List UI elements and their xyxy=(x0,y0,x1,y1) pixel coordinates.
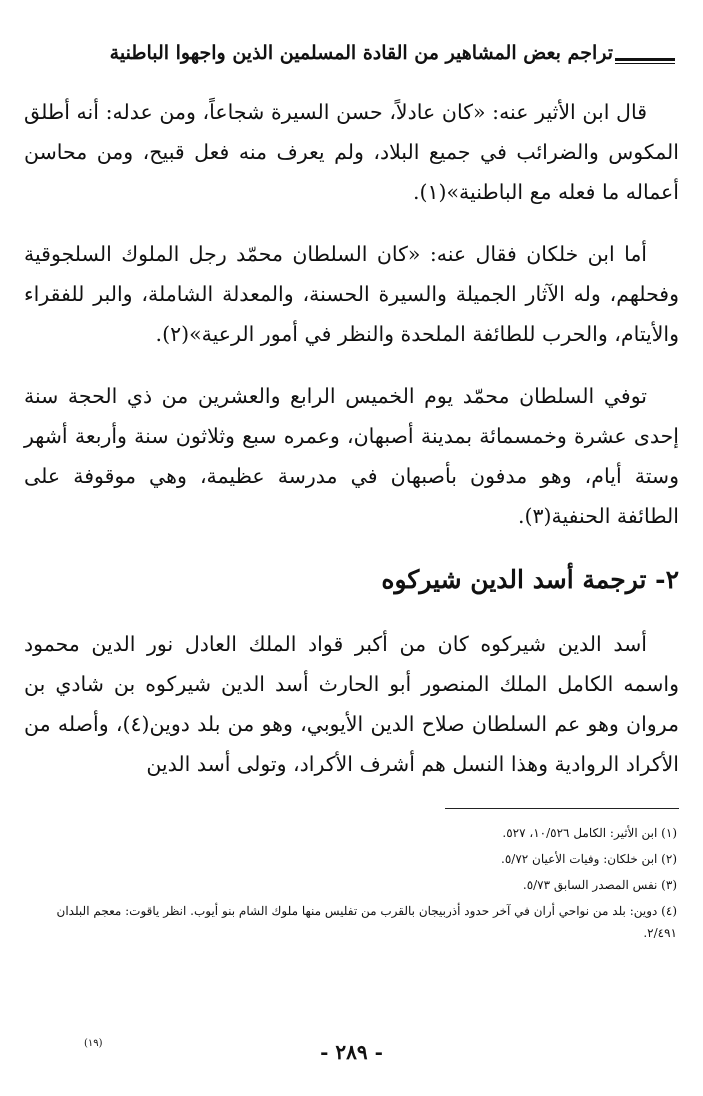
main-text xyxy=(24,92,679,806)
paragraph-shirkuh: أسد الدين شيركوه كان من أكبر قواد الملك العادل نور الدين محمود واسمه الكامل الملك المنصور أبو الحارث أسد الدين شيركوه بن شادي بن مروان وهو عم السلطان صلاح الدين الأيوبي، وهو من بلد دوين(٤)، وأصله من الأكراد الروادية وهذا النسل هم أشرف الأكراد، وتولى أسد الدين xyxy=(24,632,679,776)
footnote-1: (١) ابن الأثير: الكامل ١٠/٥٢٦، ٥٢٧. xyxy=(502,826,677,840)
paragraph-ibn-athir: قال ابن الأثير عنه: «كان عادلاً، حسن السيرة شجاعاً، ومن عدله: أنه أطلق المكوس والضرائب في جميع البلاد، ولم يعرف منه فعل قبيح، ومن محاسن أعماله ما فعله مع الباطنية»(١). xyxy=(24,100,679,204)
paragraph-death: توفي السلطان محمّد يوم الخميس الرابع والعشرين من ذي الحجة سنة إحدى عشرة وخمسمائة بمدينة أصبهان، وعمره سبع وثلاثون سنة وأربعة أشهر وستة أيام، وهو مدفون بأصبهان في مدرسة عظيمة، وهي موقوفة على الطائفة الحنفية(٣). xyxy=(24,384,679,528)
paragraph-ibn-khallikan: أما ابن خلكان فقال عنه: «كان السلطان محمّد رجل الملوك السلجوقية وفحلهم، وله الآثار الجميلة والسيرة الحسنة، والمعدلة الشاملة، والبر للفقراء والأيتام، والحرب للطائفة الملحدة والنظر في أمور الرعية»(٢). xyxy=(24,242,679,346)
footnote-divider xyxy=(445,808,679,809)
footnote-4: (٤) دوين: بلد من نواحي أران في آخر حدود أذربيجان بالقرب من تفليس منها ملوك الشام بنو أيوب. انظر ياقوت: معجم البلدان ٢/٤٩١. xyxy=(56,904,677,940)
footnote-2: (٢) ابن خلكان: وفيات الأعيان ٥/٧٢. xyxy=(501,852,677,866)
header-rule xyxy=(615,58,675,64)
running-header: تراجم بعض المشاهير من القادة المسلمين الذين واجهوا الباطنية xyxy=(109,42,613,64)
signature-mark: (١٩) xyxy=(84,1038,103,1049)
section-heading: ٢- ترجمة أسد الدين شيركوه xyxy=(381,565,679,594)
footnotes xyxy=(20,822,677,948)
page-number: - ٢٨٩ - xyxy=(320,1040,383,1064)
footnote-3: (٣) نفس المصدر السابق ٥/٧٣. xyxy=(522,878,677,892)
